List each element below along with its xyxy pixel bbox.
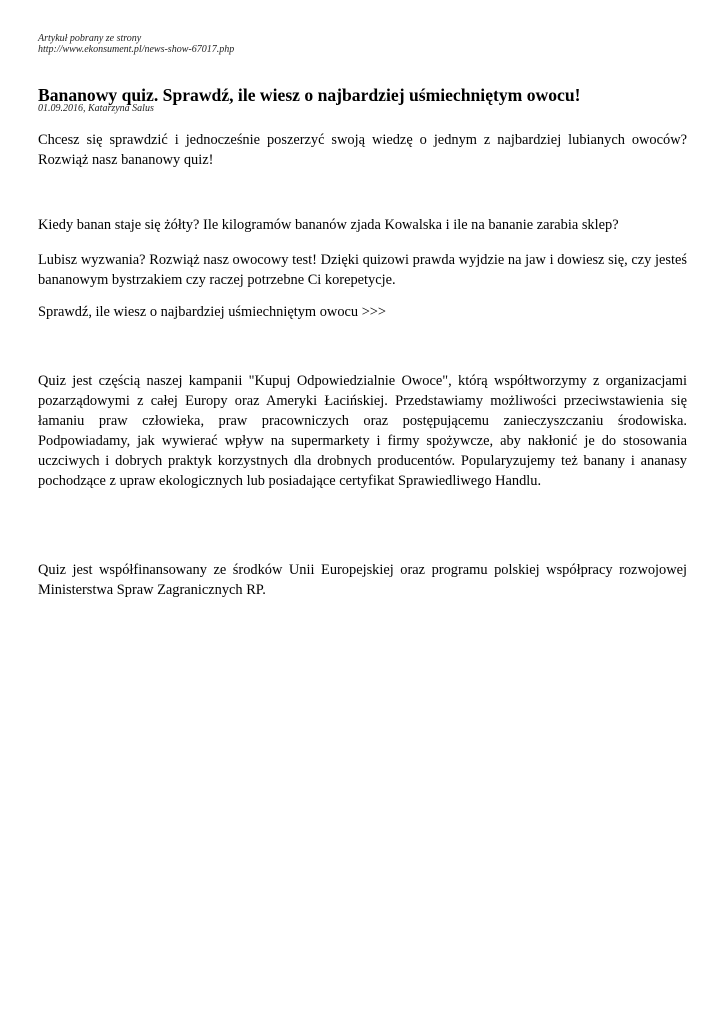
article-title: Bananowy quiz. Sprawdź, ile wiesz o najbardziej uśmiechniętym owocu!	[38, 85, 581, 105]
source-note	[38, 33, 234, 55]
article-paragraph-intro: Chcesz się sprawdzić i jednocześnie poszerzyć swoją wiedzę o jednym z najbardziej lubianych owoców? Rozwiąż nasz bananowy quiz!	[38, 132, 687, 168]
source-url: http://www.ekonsument.pl/news-show-67017.php	[38, 44, 235, 55]
article-paragraph-questions: Kiedy banan staje się żółty? Ile kilogramów bananów zjada Kowalska i ile na bananie zarabia sklep?	[38, 217, 619, 233]
article-paragraph-challenge: Lubisz wyzwania? Rozwiąż nasz owocowy test! Dzięki quizowi prawda wyjdzie na jaw i dowiesz się, czy jesteś bananowym bystrzakiem czy raczej potrzebne Ci korepetycje.	[38, 252, 687, 288]
article-paragraph-funding: Quiz jest współfinansowany ze środków Unii Europejskiej oraz programu polskiej współpracy rozwojowej Ministerstwa Spraw Zagranicznych RP.	[38, 562, 687, 598]
article-paragraph-campaign: Quiz jest częścią naszej kampanii "Kupuj Odpowiedzialnie Owoce", którą współtworzymy z organizacjami pozarządowymi z całej Europy oraz Ameryki Łacińskiej. Przedstawiamy możliwości przeciwstawienia się łamaniu praw człowieka, praw pracowniczych oraz postępującemu zanieczyszczaniu środowiska. Podpowiadamy, jak wywierać wpływ na supermarkety i firmy spożywcze, aby nakłonić je do stosowania uczciwych i dobrych praktyk korzystnych dla drobnych producentów. Popularyzujemy też banany i ananasy pochodzące z upraw ekologicznych lub posiadające certyfikat Sprawiedliwego Handlu.	[38, 373, 687, 489]
article-paragraph-quiz-link: Sprawdź, ile wiesz o najbardziej uśmiechniętym owocu >>>	[38, 304, 387, 320]
article-byline: 01.09.2016, Katarzyna Salus	[38, 103, 154, 114]
source-label: Artykuł pobrany ze strony	[38, 33, 142, 44]
